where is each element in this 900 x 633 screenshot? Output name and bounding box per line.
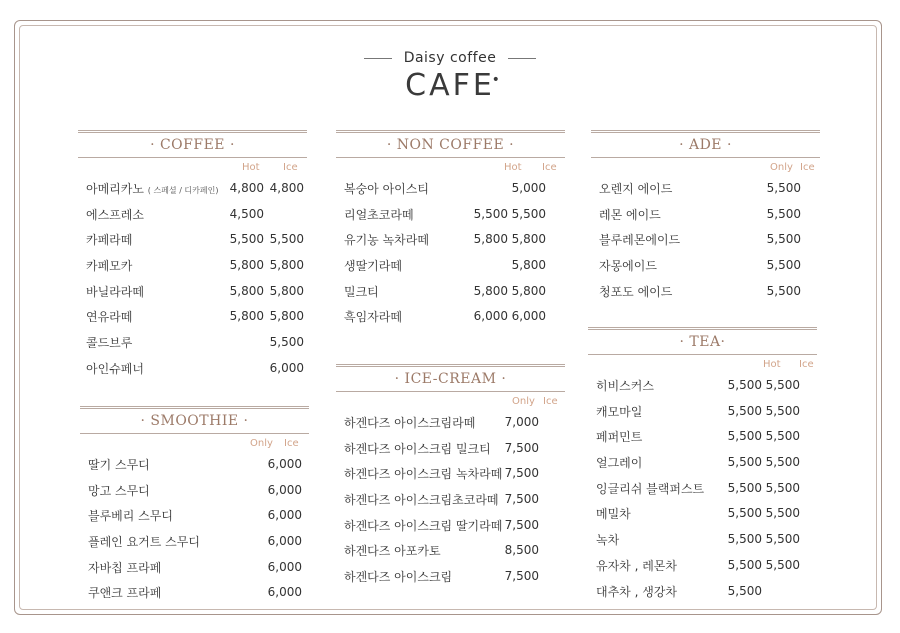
item-name-text: 에스프레소 <box>86 207 144 222</box>
item-name-text: 망고 스무디 <box>88 483 150 498</box>
price-ice: 5,500 <box>765 532 800 547</box>
menu-item-name <box>88 559 161 576</box>
item-name-text: 쿠앤크 프라페 <box>88 586 162 601</box>
item-name-text: 히비스커스 <box>596 379 654 393</box>
menu-item-name <box>599 283 672 300</box>
menu-item-row <box>588 399 817 425</box>
item-name-text: 아인슈페너 <box>86 361 144 376</box>
menu-item-row <box>78 253 307 279</box>
menu-item-name <box>596 505 631 522</box>
price: 6,000 <box>267 559 302 574</box>
col-hot-label: Hot <box>242 162 260 173</box>
col-hot-label: Hot <box>504 162 522 173</box>
section-header <box>80 406 309 434</box>
menu-item-row <box>80 555 309 581</box>
menu-item-row <box>591 202 820 228</box>
item-list <box>336 410 565 590</box>
item-name-text: 아메리카노 <box>86 182 144 196</box>
price-ice: 5,500 <box>765 429 800 444</box>
price-hot: 5,500 <box>727 455 762 470</box>
price-hot: 5,500 <box>727 480 762 495</box>
brand-subtitle-line <box>340 50 560 66</box>
col-only-label: Only <box>512 396 535 407</box>
section-header <box>591 130 820 158</box>
menu-item-row <box>336 304 565 330</box>
item-list <box>336 176 565 330</box>
menu-item-row <box>588 424 817 450</box>
price-hot: 5,500 <box>229 232 264 247</box>
item-name-text: 딸기 스무디 <box>88 458 150 472</box>
item-name-text: 하겐다즈 아이스크림초코라떼 <box>344 493 499 508</box>
price-hot: 5,800 <box>473 232 508 247</box>
menu-item-name <box>599 231 680 248</box>
menu-item-name <box>344 542 441 559</box>
menu-item-name <box>344 440 491 457</box>
col-ice-label: Ice <box>800 162 815 173</box>
column-headers <box>591 158 820 176</box>
price: 5,500 <box>766 206 801 221</box>
price-ice: 5,500 <box>269 335 304 350</box>
menu-item-row <box>588 527 817 553</box>
price-ice: 5,500 <box>765 480 800 495</box>
price: 7,000 <box>504 415 539 429</box>
price-hot: 5,800 <box>229 258 264 273</box>
menu-item-row <box>336 176 565 202</box>
price-ice: 6,000 <box>511 309 546 324</box>
menu-item-name <box>344 308 402 325</box>
menu-item-name <box>88 456 150 473</box>
price: 8,500 <box>504 543 539 558</box>
menu-item-name <box>86 334 132 351</box>
item-name-text: 하겐다즈 아이스크림 밀크티 <box>344 441 491 456</box>
menu-item-name <box>596 583 677 600</box>
price: 6,000 <box>267 508 302 523</box>
item-name-text: 메밀차 <box>596 507 631 522</box>
price: 7,500 <box>504 466 539 481</box>
menu-item-name <box>596 531 619 548</box>
section-title: · SMOOTHIE · <box>140 413 249 429</box>
item-name-text: 바닐라라떼 <box>86 284 144 299</box>
menu-item-name <box>344 257 402 274</box>
price: 7,500 <box>504 517 539 532</box>
item-name-text: 밀크티 <box>344 284 379 299</box>
col-ice-label: Ice <box>799 359 814 370</box>
item-name-text: 콜드브루 <box>86 336 133 351</box>
price-hot: 5,500 <box>727 403 762 418</box>
item-list <box>80 452 309 606</box>
menu-item-row <box>336 202 565 228</box>
section-ice-cream <box>336 364 565 590</box>
price: 7,500 <box>504 569 539 584</box>
price-hot: 5,500 <box>727 532 762 547</box>
section-title: · TEA· <box>679 334 726 350</box>
menu-item-row <box>336 253 565 279</box>
price-ice: 4,800 <box>269 181 304 195</box>
price: 6,000 <box>267 457 302 471</box>
item-name-text: 카페라떼 <box>86 233 133 248</box>
item-name-text: 블루레몬에이드 <box>599 233 681 248</box>
item-name-text: 청포도 에이드 <box>599 284 673 299</box>
menu-item-row <box>80 503 309 529</box>
item-name-text: 잉글리쉬 블랙퍼스트 <box>596 481 705 496</box>
price-ice: 6,000 <box>269 360 304 375</box>
menu-item-row <box>78 202 307 228</box>
menu-item-name <box>86 257 132 274</box>
menu-item-row <box>336 487 565 513</box>
column-headers <box>588 355 817 373</box>
menu-item-row <box>588 579 817 605</box>
menu-item-row <box>80 529 309 555</box>
item-name-text: 자몽에이드 <box>599 259 657 274</box>
item-name-text: 흑임자라떼 <box>344 310 402 325</box>
menu-item-row <box>336 538 565 564</box>
item-name-text: 유기농 녹차라떼 <box>344 233 429 248</box>
menu-item-name <box>86 360 144 377</box>
price-ice: 5,500 <box>511 206 546 221</box>
menu-item-name <box>86 308 132 325</box>
menu-item-name <box>599 206 661 223</box>
price-ice: 5,000 <box>511 181 546 195</box>
menu-item-name <box>596 557 677 574</box>
section-tea <box>588 327 817 604</box>
item-name-text: 생딸기라떼 <box>344 259 402 274</box>
menu-item-name <box>344 180 429 197</box>
menu-item-row <box>588 501 817 527</box>
item-name-text: 녹차 <box>596 533 620 548</box>
item-name-text: 리얼초코라떼 <box>344 207 414 222</box>
item-name-text: 연유라떼 <box>86 310 133 325</box>
menu-item-row <box>78 356 307 382</box>
menu-item-row <box>588 476 817 502</box>
price: 7,500 <box>504 440 539 455</box>
item-name-text: 대추차 , 생강차 <box>596 584 677 599</box>
menu-item-name <box>596 403 642 420</box>
price-hot: 5,800 <box>229 309 264 324</box>
section-smoothie <box>80 406 309 606</box>
item-name-text: 유자차 , 레몬차 <box>596 558 677 573</box>
menu-item-name <box>344 231 429 248</box>
menu-item-row <box>336 513 565 539</box>
menu-item-row <box>591 279 820 305</box>
price: 5,500 <box>766 181 801 195</box>
price-hot: 6,000 <box>473 309 508 324</box>
menu-item-name <box>86 283 144 300</box>
price-ice: 5,500 <box>765 378 800 392</box>
section-title: · COFFEE · <box>150 137 235 153</box>
section-ade <box>591 130 820 304</box>
menu-item-row <box>336 461 565 487</box>
menu-item-name <box>344 517 502 534</box>
section-header <box>78 130 307 158</box>
menu-item-name <box>88 507 173 524</box>
price-ice: 5,800 <box>269 309 304 324</box>
menu-item-name <box>596 454 642 471</box>
item-name-text: 하겐다즈 아포카토 <box>344 544 441 559</box>
menu-item-row <box>336 564 565 590</box>
item-list <box>78 176 307 382</box>
price-ice: 5,500 <box>765 557 800 572</box>
price-hot: 5,500 <box>727 506 762 521</box>
price-ice: 5,500 <box>765 403 800 418</box>
col-ice-label: Ice <box>543 396 558 407</box>
item-name-text: 레몬 에이드 <box>599 207 661 222</box>
menu-item-name <box>86 206 144 223</box>
brand-title: CAFE <box>405 68 495 103</box>
price-ice: 5,500 <box>269 232 304 247</box>
price: 6,000 <box>267 585 302 600</box>
section-title: · NON COFFEE · <box>386 137 515 153</box>
price: 5,500 <box>766 283 801 298</box>
price-ice: 5,500 <box>765 455 800 470</box>
menu-item-row <box>78 227 307 253</box>
price-ice: 5,800 <box>511 258 546 273</box>
menu-item-row <box>591 176 820 202</box>
menu-item-name <box>344 491 499 508</box>
price-ice: 5,800 <box>269 283 304 298</box>
menu-item-name <box>344 465 502 482</box>
col-only-label: Only <box>250 438 273 449</box>
menu-item-name <box>86 180 218 197</box>
menu-item-row <box>78 304 307 330</box>
price-ice: 5,500 <box>765 506 800 521</box>
menu-item-name <box>344 206 414 223</box>
section-header <box>588 327 817 355</box>
item-name-text: 블루베리 스무디 <box>88 509 173 524</box>
menu-item-row <box>588 553 817 579</box>
price-ice: 5,800 <box>269 258 304 273</box>
menu-item-row <box>336 410 565 436</box>
item-name-text: 카페모카 <box>86 259 133 274</box>
price-hot: 5,500 <box>727 378 762 392</box>
col-only-label: Only <box>770 162 793 173</box>
section-non-coffee <box>336 130 565 330</box>
item-name-text: 오렌지 에이드 <box>599 182 673 196</box>
price-hot: 5,500 <box>727 583 762 598</box>
price-hot: 4,800 <box>229 181 264 195</box>
menu-item-name <box>88 584 161 601</box>
menu-item-row <box>588 373 817 399</box>
price: 6,000 <box>267 482 302 497</box>
menu-item-row <box>78 176 307 202</box>
item-name-text: 페퍼민트 <box>596 430 643 445</box>
col-ice-label: Ice <box>284 438 299 449</box>
item-name-text: 얼그레이 <box>596 456 643 471</box>
item-name-text: 복숭아 아이스티 <box>344 182 429 196</box>
item-name-text: 자바칩 프라페 <box>88 560 162 575</box>
price: 7,500 <box>504 492 539 507</box>
item-list <box>591 176 820 304</box>
column-headers <box>80 434 309 452</box>
column-headers <box>78 158 307 176</box>
section-title: · ADE · <box>679 137 732 153</box>
brand-dot-icon: • <box>491 72 503 88</box>
menu-item-name <box>596 377 654 394</box>
item-name-text: 하겐다즈 아이스크림 <box>344 570 453 585</box>
menu-item-row <box>80 452 309 478</box>
menu-item-name <box>86 231 132 248</box>
column-headers <box>336 392 565 410</box>
col-hot-label: Hot <box>763 359 781 370</box>
item-name-text: 하겐다즈 아이스크림 녹차라떼 <box>344 467 503 482</box>
price-ice: 5,800 <box>511 283 546 298</box>
item-name-text: 캐모마일 <box>596 404 643 419</box>
menu-item-name <box>599 257 657 274</box>
menu-item-name <box>344 568 452 585</box>
section-header <box>336 364 565 392</box>
menu-item-name <box>599 180 672 197</box>
menu-item-name <box>344 414 475 431</box>
price-hot: 5,800 <box>473 283 508 298</box>
price-hot: 4,500 <box>229 206 264 221</box>
section-coffee <box>78 130 307 382</box>
item-name-text: 하겐다즈 아이스크림라떼 <box>344 416 476 430</box>
item-list <box>588 373 817 604</box>
price: 5,500 <box>766 232 801 247</box>
menu-item-row <box>336 279 565 305</box>
menu-item-name <box>88 533 200 550</box>
menu-item-row <box>78 279 307 305</box>
divider-dash <box>508 58 536 59</box>
brand-subtitle: Daisy coffee <box>403 50 497 66</box>
menu-item-row <box>80 580 309 606</box>
col-ice-label: Ice <box>542 162 557 173</box>
menu-item-row <box>591 253 820 279</box>
price-hot: 5,500 <box>727 557 762 572</box>
menu-item-row <box>588 450 817 476</box>
menu-item-row <box>80 478 309 504</box>
section-title: · ICE-CREAM · <box>394 371 507 387</box>
divider-dash <box>364 58 392 59</box>
brand-header <box>340 50 560 103</box>
col-ice-label: Ice <box>283 162 298 173</box>
menu-item-row <box>336 227 565 253</box>
price-hot: 5,800 <box>229 283 264 298</box>
section-header <box>336 130 565 158</box>
menu-item-name <box>596 480 704 497</box>
price-ice: 5,800 <box>511 232 546 247</box>
menu-item-name <box>596 428 642 445</box>
menu-item-row <box>336 436 565 462</box>
column-headers <box>336 158 565 176</box>
price-hot: 5,500 <box>727 429 762 444</box>
item-note: ( 스페셜 / 디카페인) <box>147 186 219 195</box>
item-name-text: 플레인 요거트 스무디 <box>88 535 200 550</box>
price: 6,000 <box>267 534 302 549</box>
price-hot: 5,500 <box>473 206 508 221</box>
menu-item-row <box>78 330 307 356</box>
item-name-text: 하겐다즈 아이스크림 딸기라떼 <box>344 518 503 533</box>
brand-title-wrap <box>405 68 503 103</box>
price: 5,500 <box>766 258 801 273</box>
menu-item-row <box>591 227 820 253</box>
menu-item-name <box>88 482 150 499</box>
menu-item-name <box>344 283 379 300</box>
